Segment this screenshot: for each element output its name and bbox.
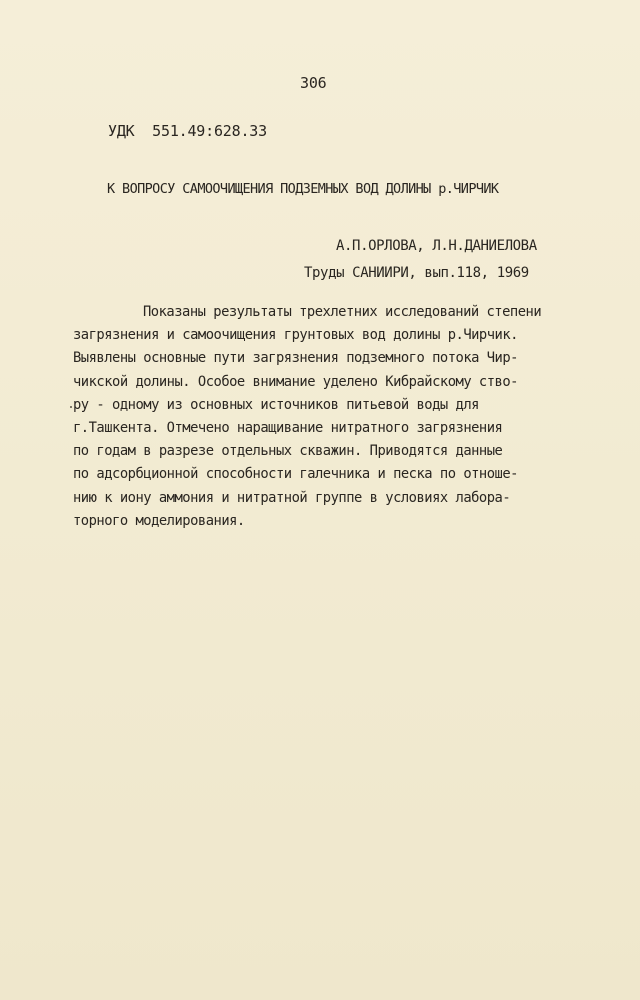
- abstract-line: нию к иону аммония и нитратной группе в условиях лабора-: [73, 489, 511, 506]
- abstract-line: загрязнения и самоочищения грунтовых вод долины р.Чирчик.: [73, 327, 518, 344]
- abstract: [73, 301, 603, 533]
- page-number: 306: [300, 74, 327, 92]
- abstract-line: Выявлены основные пути загрязнения подземного потока Чир-: [73, 350, 518, 367]
- abstract-line: Показаны результаты трехлетних исследований степени: [143, 304, 542, 320]
- abstract-line: по годам в разрезе отдельных скважин. Приводятся данные: [73, 443, 503, 460]
- abstract-line: торного моделирования.: [73, 512, 245, 529]
- article-title: К ВОПРОСУ САМООЧИЩЕНИЯ ПОДЗЕМНЫХ ВОД ДОЛИНЫ р.ЧИРЧИК: [107, 181, 499, 197]
- abstract-line: ру - одному из основных источников питьевой воды для: [73, 396, 479, 413]
- authors: А.П.ОРЛОВА, Л.Н.ДАНИЕЛОВА: [336, 238, 537, 254]
- udk-code: УДК 551.49:628.33: [108, 122, 267, 140]
- abstract-line: чикской долины. Особое внимание уделено Кибрайскому ство-: [73, 373, 518, 390]
- publication-source: Труды САНИИРИ, вып.118, 1969: [304, 265, 529, 281]
- ink-speck: [70, 406, 72, 408]
- abstract-line: по адсорбционной способности галечника и песка по отноше-: [73, 466, 518, 483]
- abstract-line: г.Ташкента. Отмечено наращивание нитратного загрязнения: [73, 419, 503, 436]
